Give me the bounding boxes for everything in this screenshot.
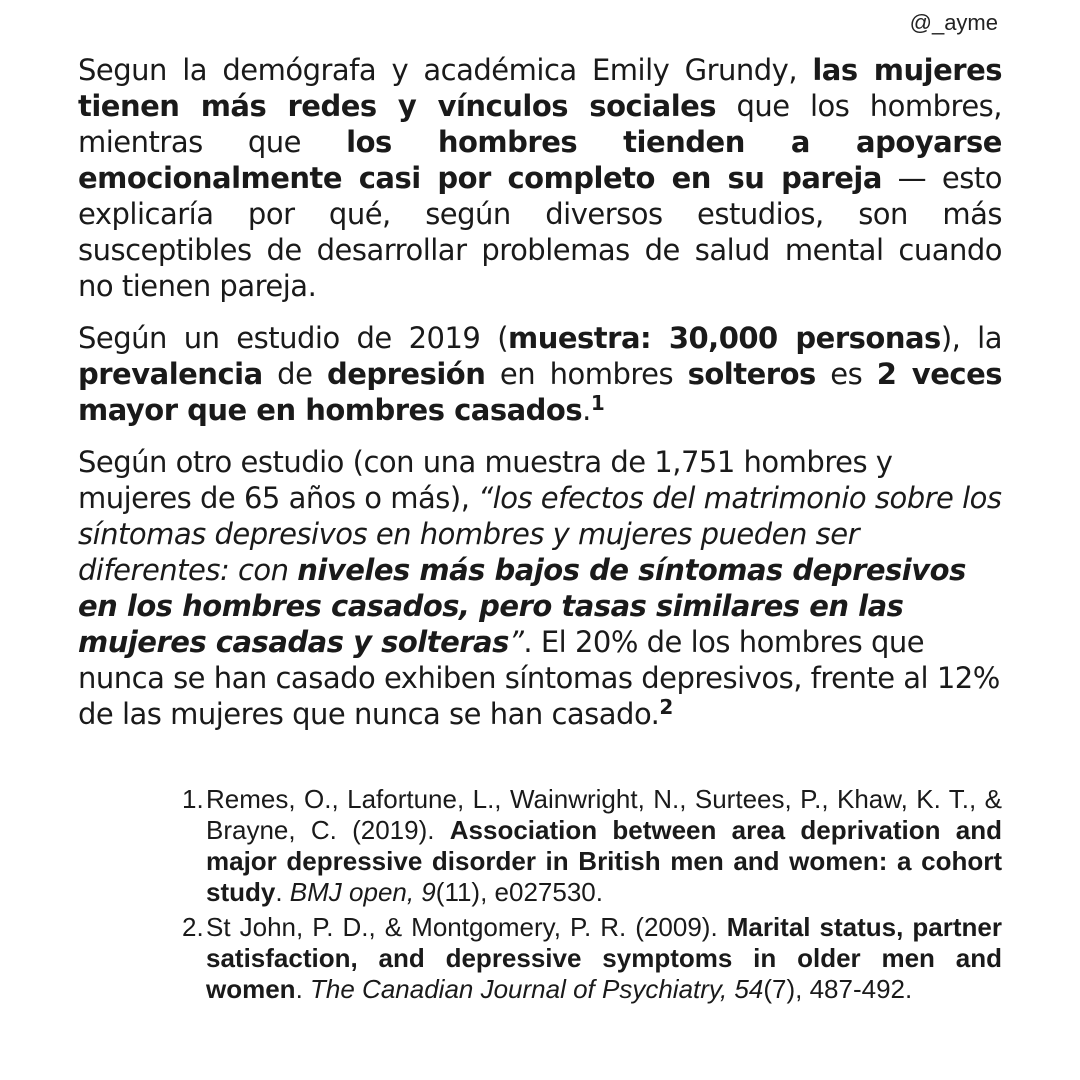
italic-quote-span: “los efectos del matrimonio sobre los síntomas depresivos en hombres y mujeres pueden ser diferentes: con	[78, 481, 1002, 587]
author-handle: @_ayme	[909, 10, 998, 35]
text-span: — esto explicaría por qué, según diversos estudios, son más susceptibles de desarrollar problemas de salud mental cuando no tienen pareja.	[78, 161, 1002, 303]
reference-journal: BMJ open, 9	[289, 877, 436, 907]
reference-authors: St John, P. D., & Montgomery, P. R. (2009).	[206, 912, 727, 942]
text-span: que los hombres, mientras que	[78, 89, 1002, 159]
bold-span: prevalencia	[78, 357, 263, 391]
bold-span: depresión	[326, 357, 486, 391]
footnote-marker: 2	[659, 695, 673, 719]
bold-span: solteros	[687, 357, 816, 391]
text-span: .	[582, 393, 591, 427]
reference-journal: The Canadian Journal of Psychiatry, 54	[310, 974, 764, 1004]
text-span: Segun la demógrafa y académica Emily Grundy,	[78, 53, 813, 87]
reference-item	[180, 912, 1002, 1005]
reference-number: 2.	[182, 912, 204, 942]
text-span: . El 20% de los hombres que nunca se han casado exhiben síntomas depresivos, frente al 12% de las mujeres que nunca se han casado.	[78, 625, 1000, 731]
text-span: ), la	[940, 321, 1002, 355]
bold-span: las mujeres tienen más redes y vínculos sociales	[78, 53, 1003, 123]
reference-number: 1.	[182, 784, 204, 814]
reference-tail: (11), e027530.	[435, 877, 603, 907]
footnote-marker: 1	[590, 391, 605, 415]
reference-separator: .	[295, 974, 311, 1004]
text-span: es	[815, 357, 877, 391]
paragraph-grundy	[78, 52, 1002, 304]
paragraph-second-study	[78, 444, 1002, 732]
bold-span: los hombres tienden a apoyarse emocionalmente casi por completo en su pareja	[78, 125, 1002, 195]
paragraph-study-2019	[78, 320, 1002, 428]
article-body	[78, 52, 1002, 748]
text-span: Según otro estudio (con una muestra de 1,751 hombres y mujeres de 65 años o más),	[78, 445, 893, 515]
bold-span: 2 veces mayor que en hombres casados	[78, 357, 1003, 427]
bold-span: muestra: 30,000 personas	[508, 321, 941, 355]
references-list	[180, 784, 1002, 1009]
bold-italic-quote-span: niveles más bajos de síntomas depresivos en los hombres casados, pero tasas similares en las mujeres casadas y solteras	[78, 553, 966, 659]
reference-title: Association between area deprivation and major depressive disorder in British men and women: a cohort study	[206, 815, 1003, 907]
reference-item	[180, 784, 1002, 908]
italic-quote-span: ”	[508, 625, 524, 659]
reference-authors: Remes, O., Lafortune, L., Wainwright, N., Surtees, P., Khaw, K. T., & Brayne, C. (2019).	[206, 784, 1002, 845]
text-span: Según un estudio de 2019 (	[78, 321, 509, 355]
reference-separator: .	[275, 877, 290, 907]
text-span: en hombres	[485, 357, 688, 391]
reference-tail: (7), 487-492.	[763, 974, 913, 1004]
text-span: de	[262, 357, 327, 391]
reference-title: Marital status, partner satisfaction, and depressive symptoms in older men and women	[206, 912, 1002, 1004]
